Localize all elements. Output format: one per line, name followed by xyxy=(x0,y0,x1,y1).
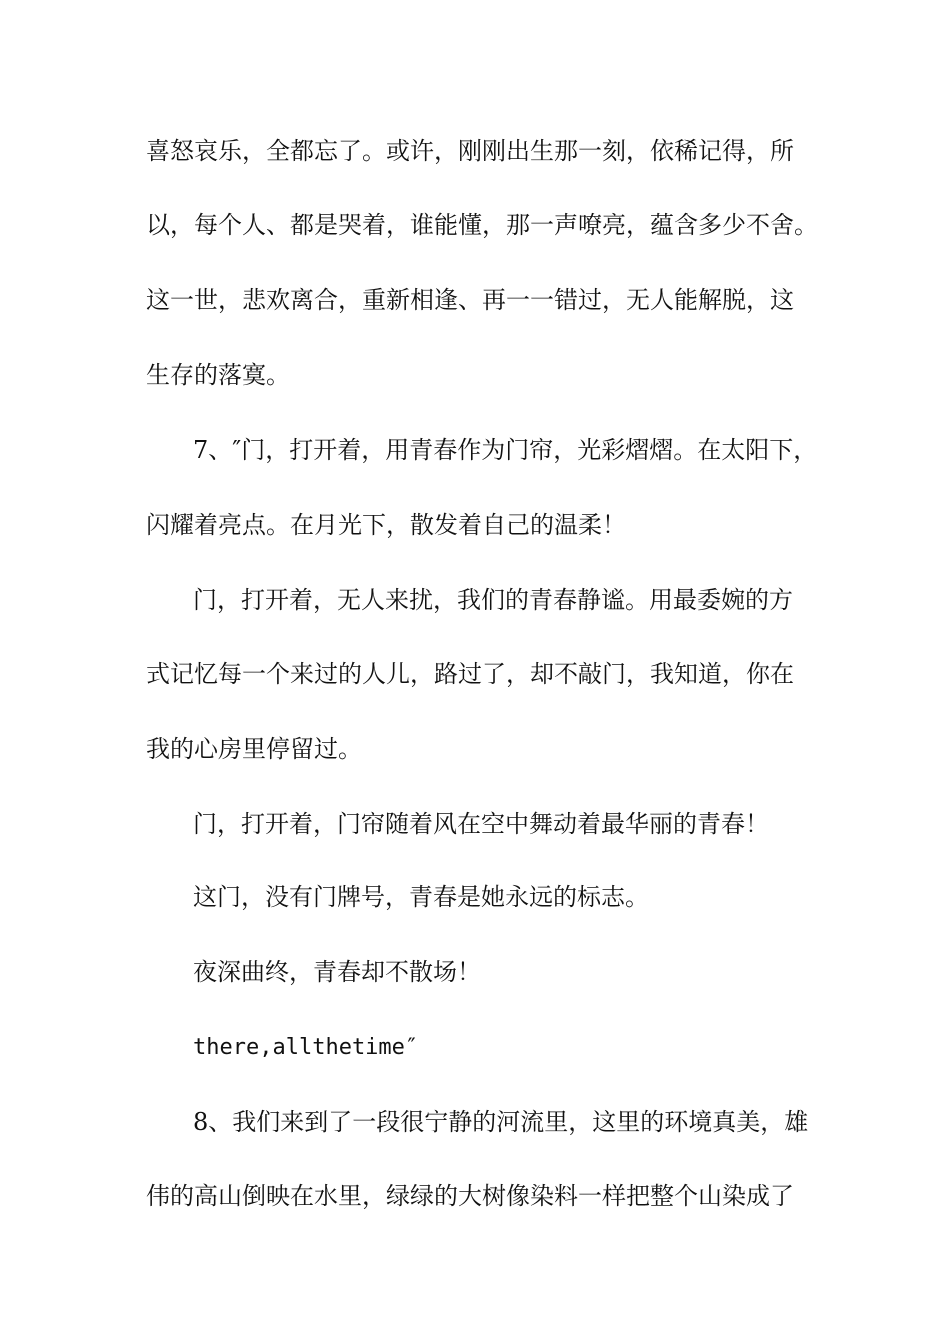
text-line: 我的心房里停留过。 xyxy=(146,735,362,763)
text-line: 闪耀着亮点。在月光下，散发着自己的温柔！ xyxy=(146,511,626,539)
paragraph-first-line: 门，打开着，门帘随着风在空中舞动着最华丽的青春！ xyxy=(193,810,769,838)
paragraph-first-line: 这门，没有门牌号，青春是她永远的标志。 xyxy=(193,883,649,911)
paragraph-first-line: there,allthetime″ xyxy=(193,1035,419,1060)
text-line: 生存的落寞。 xyxy=(146,361,290,389)
paragraph-first-line: 门，打开着，无人来扰，我们的青春静谧。用最委婉的方 xyxy=(193,586,793,614)
text-line: 式记忆每一个来过的人儿，路过了，却不敲门，我知道，你在 xyxy=(146,660,794,688)
text-line: 这一世，悲欢离合，重新相逢、再一一错过，无人能解脱，这 xyxy=(146,286,794,314)
paragraph-first-line: 8、我们来到了一段很宁静的河流里，这里的环境真美，雄 xyxy=(193,1108,809,1136)
paragraph-first-line: 夜深曲终，青春却不散场！ xyxy=(193,958,481,986)
text-line: 以，每个人、都是哭着，谁能懂，那一声嘹亮，蕴含多少不舍。 xyxy=(146,211,818,239)
text-line: 伟的高山倒映在水里，绿绿的大树像染料一样把整个山染成了 xyxy=(146,1182,794,1210)
paragraph-first-line: 7、″门，打开着，用青春作为门帘，光彩熠熠。在太阳下， xyxy=(193,436,818,464)
text-line: 喜怒哀乐，全都忘了。或许，刚刚出生那一刻，依稀记得，所 xyxy=(146,137,794,165)
